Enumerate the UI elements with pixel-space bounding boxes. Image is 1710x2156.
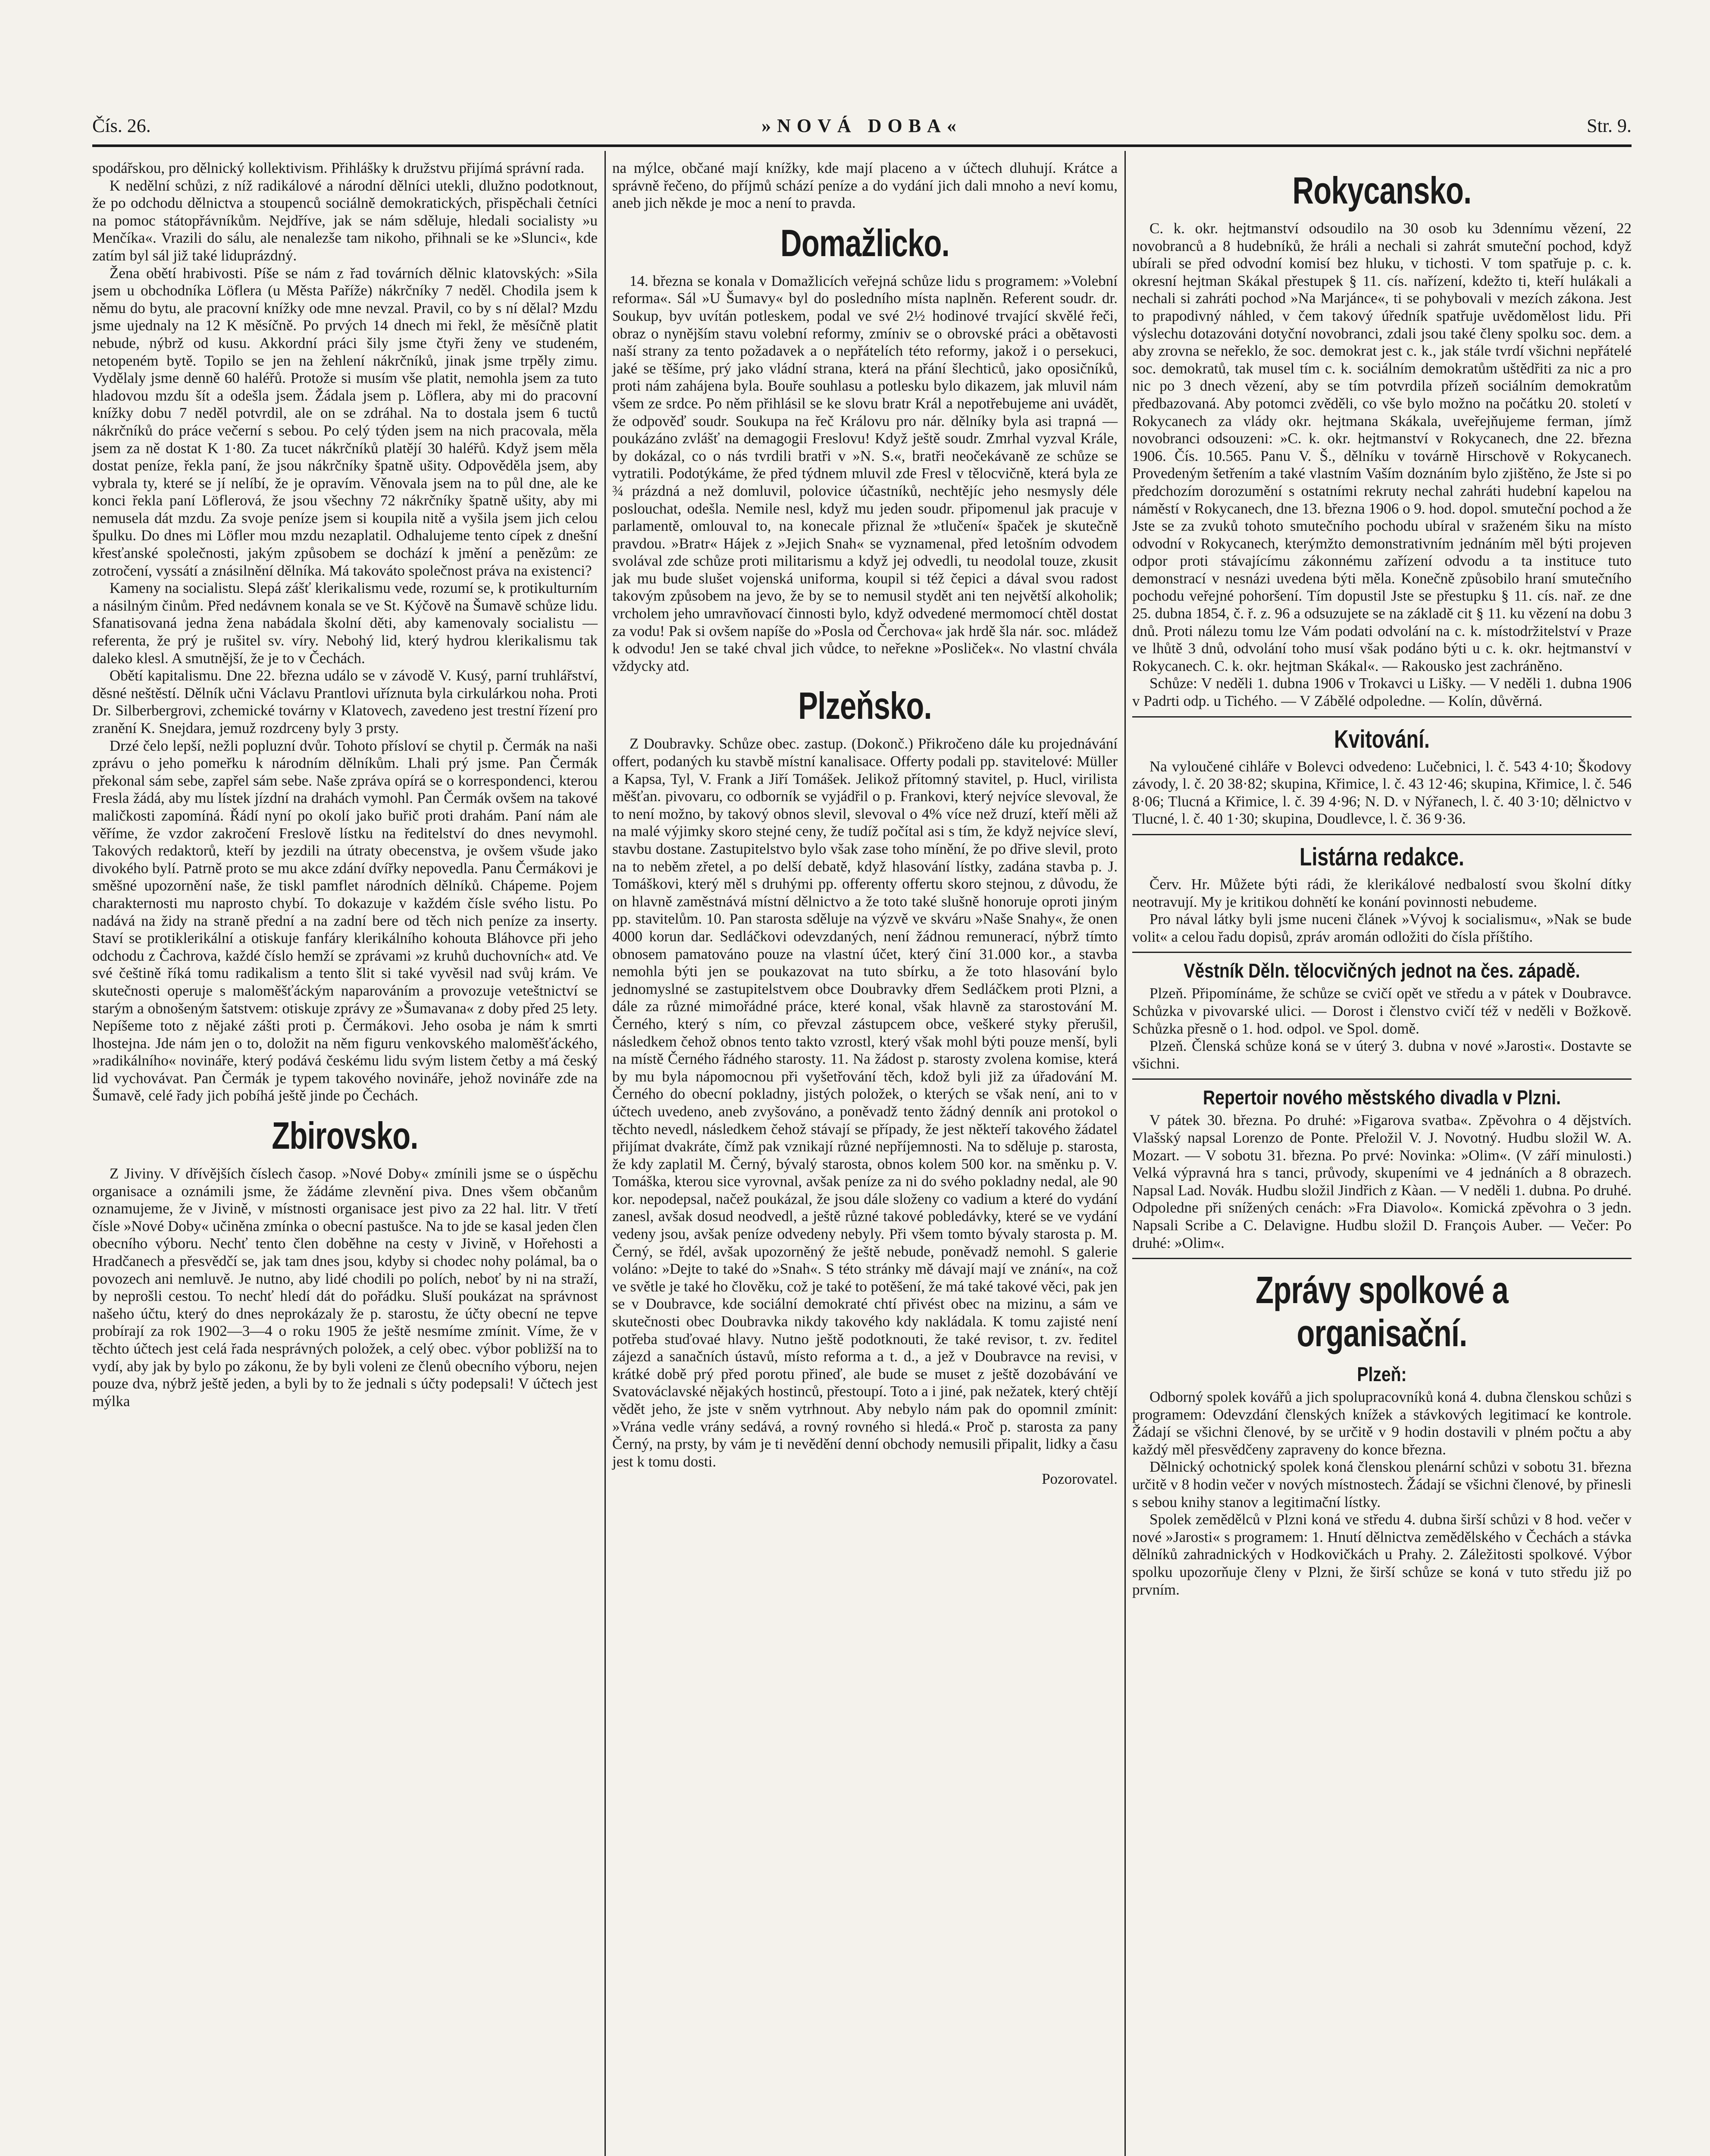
article-paragraph: Z Doubravky. Schůze obec. zastup. (Dokonč.) Přikročeno dále ku projednávání offert, podaných ku stavbě místní kanalisace. Offerty podali pp. stavitelové: Müller a Kapsa, Tyl, V. Frank a Jiří Tomášek. Jelikož přítomný stavitel, p. Hucl, virilista měšťan. pivovaru, co odborník se vyjádřil o p. Frankovi, který nejvíce slevoval, že to není možno, by takový obnos slevil, slevoval o 4% více než druzí, kteří měli až na malé výjimky skoro stejné ceny, že tudíž počítal asi s tím, že když nejvíce sleví, stavbu dostane. Zastupitelstvo bylo však zase toho mínění, že po dřive slevil, proto na to neběm zřetel, a po delší debatě, když hlasování lístky, zadána stavba p. J. Tomáškovi, který měl s druhými pp. offerenty offertu skoro stejnou, z důvodu, že on hlavně zaměstnává místní dělnictvo a že toto také slušně honoruje oproti jiným pp. stavitelům. 10. Pan starosta sděluje na výzvě ve skváru »Naše Snahy«, že onen 4000 korun dar. Sedláčkovi odevzdaných, není žádnou remunerací, nýbrž tímto obnosem pamatováno pouze na vlastní účet, který činí 31.000 kor., a stavba nemohla býti jen se poukazovat na tuto sbírku, a že toto hlasování bylo jednomyslné se zastupitelstvem obce Doubravky dřem Sedláčkem proti Plzni, a dále za různé mimořádné práce, které konal, však hlavně za starostování M. Černého, který s ním, co převzal zástupcem obce, veškeré styky přerušil, následkem čehož obnos tento takto vzrostl, který však mohl býti pouze menší, byli na místě Černého řádného starosty. 11. Na žádost p. starosty zvolena komise, která by mu byla nápomocnou při vyšetřování těch, kdož byli již za úřadování M. Černého do obecní pokladny, jistých položek, o kterých se však není, ani to v účtech uvedeno, aneb zvyšováno, a poněvadž tento žádný denník ani protokol o těchto nevedl, následkem čehož stávají se případy, že jest někteří takového žádatel přijímat dvakráte, čímž pak vznikají různé nepříjemnosti. Na to sděluje p. starosta, že kdy zaplatil M. Černý, bývalý starosta, obnos kolem 500 kor. na směnku p. V. Tomáška, kterou sice vyrovnal, avšak peníze za ni do svého pokladny nedal, ale 90 kor. nepodepsal, načež poukázal, že jsou dále složeny co vadium a které do vydání zanesl, avšak dosud neodvedl, a ještě různé takové pobledávky, které se ve vydání vedeny jsou, avšak peníze odvedeny nebyly. Při všem tomto bývaly starosta p. M. Černý, se řdél, avšak upozorněný že ještě nebude, poněvadž nemohl. S galerie voláno: »Dejte to také do »Snah«. S této stránky mě dávají mají ve znání«, na což ve světle je také ho člověku, což je také to potěšení, že má také takové věci, pak jen se v Doubravce, kde sociální demokraté chtí přivést obec na mizinu, a sám ve skutečnosti obec Doubravka nikdy takového kdy nakládala. K tomu zajisté není potřeba stuďovaé hlavy. Nutno ještě podotknouti, že také revisor, t. zv. ředitel zájezd a sanačních ústavů, místo reforma a t. d., a jež v Doubravce na revisi, v krátké době prý před porotu přineď, ale bude se muset z ještě dozobávání ve Svatováclavské nějakých hostinců, přestoupí. Toto a i jiné, pak nežatek, který chtějí vědět jeho, že jste v sněm vytrhnout. Aby nebylo nám pak do opomnil zmínit: »Vrána vedle vrány sedává, a rovný rovného si hledá.« Proč p. starosta za pany Černý, na prsty, by vám je ti nevědění denní obchody nemusili připalit, lidky a času jest k tomu dosti. <box>612 735 1118 1470</box>
column-2 <box>612 160 1118 1488</box>
article-paragraph: Dělnický ochotnický spolek koná členskou plenární schůzi v sobotu 31. března určitě v 8 hodin večer v nových místnostech. Žádají se všichni členové, by přinesli s sebou knihy stanov a legitimační lístky. <box>1132 1458 1632 1510</box>
section-heading: Zbirovsko. <box>272 1114 418 1157</box>
section-heading: Zprávy spolkové a organisační. <box>1256 1269 1508 1355</box>
section-heading: Listárna redakce. <box>1300 843 1464 871</box>
column-rule-2 <box>1124 151 1126 2156</box>
page-number: Str. 9. <box>1587 115 1632 136</box>
article-paragraph: Červ. Hr. Můžete býti rádi, že klerikálové nedbalostí svou školní dítky neotravují. My je kritikou dohnětí ke konání povinnosti nebudeme. <box>1132 876 1632 910</box>
article-paragraph: Plzeň. Připomínáme, že schůze se cvičí opět ve středu a v pátek v Doubravce. Schůzka v pivovarské ulici. — Dorost i členstvo cvičí též v neděli v Božkově. Schůzka přesně o 1. hod. odpol. ve Spol. domě. <box>1132 985 1632 1037</box>
article-signature: Pozorovatel. <box>1042 1470 1118 1488</box>
article-paragraph: Kameny na socialistu. Slepá zášť klerikalismu vede, rozumí se, k protikulturním a násilným činům. Před nedávnem konala se ve St. Kýčově na Šumavě schůze lidu. Sfanatisovaná jedna žena nabádala školní děti, aby kamenovaly socialistu — referenta, že prý je rušitel sv. víry. Nebohý lid, který hydrou klerikalismu tak daleko klesl. A smutnější, že je to v Čechách. <box>92 580 598 667</box>
section-divider <box>1132 1078 1632 1080</box>
article-paragraph: V pátek 30. března. Po druhé: »Figarova svatba«. Zpěvohra o 4 dějstvích. Vlašský napsal Lorenzo de Ponte. Přeložil V. J. Novotný. Hudbu složil W. A. Mozart. — V sobotu 31. března. Po prvé: Novinka: »Olim«. (V září minulosti.) Velká výpravná hra s tanci, průvody, skupeními ve 4 jednáních a 8 obrazech. Napsal Lad. Novák. Hudbu složil Jindřich z Kàan. — V neděli 1. dubna. Po druhé. Odpoledne při snížených cenách: »Fra Diavolo«. Komická zpěvohra o 3 jedn. Napsali Scribe a C. Delavigne. Hudbu složil D. François Auber. — Večer: Po druhé: »Olim«. <box>1132 1112 1632 1251</box>
article-paragraph: Z Jiviny. V dřívějších číslech časop. »Nové Doby« zmínili jsme se o úspěchu organisace a oznámili jsme, že žádáme zlevnění piva. Dnes všem občanům oznamujeme, že v Jivině, v místnosti organisace jest pivo za 22 hal. litr. V třetí čísle »Nové Doby« učiněna zmínka o obecní pastušce. Na to jde se kasal jeden člen obecního výboru. Nechť tento člen doběhne na cesty v Jivině, v Hořehosti a Hradčanech a přesvědčí se, jak tam dnes jsou, kdyby si chodec nohy polámal, ba o povozech ani nemluvě. Je nutno, aby lidé chodili po polích, neboť by ni na straží, by neprošli cestou. To nechť hledí dát do pořádku. Sluší poukázat na správnost našeho účtu, který do dnes neprokázaly že p. starostu, že účty obecní ne tepve probírají za rok 1902—3—4 o roku 1905 že ještě nesmíme zmínit. Víme, že v těchto účtech jest celá řada nesprávných položek, a celý obec. výbor pobližší na to vydí, aby jak by bylo po zákonu, že by byli voleni ze členů obecního výboru, nejen pouze dva, nýbrž ještě jeden, a byli by to že jednali s účty podepsali! V účtech jest mýlka <box>92 1165 598 1410</box>
column-3 <box>1132 160 1632 1598</box>
section-heading: Domažlicko. <box>780 221 949 264</box>
article-paragraph: Pro nával látky byli jsme nuceni článek »Vývoj k socialismu«, »Nak se bude volit« a celou řadu dopisů, zpráv aromán odložiti do čísla příštího. <box>1132 911 1632 945</box>
article-paragraph: C. k. okr. hejtmanství odsoudilo na 30 osob ku 3dennímu vězení, 22 novobranců a 8 hudebníků, že hráli a nechali si zahrát smuteční pochod, když ubírali se před odvodní komisí bez hluku, v tichosti. V tom spatřuje p. c. k. okresní hejtman Skákal přestupek § 11. cís. nařízení, kdežto ti, kteří hulákali a nechali si zahráti pochod »Na Marjánce«, ti se pohybovali v mezích zákona. Jest to prapodivný náhled, v čem takový úředník spatřuje uvědomělost lidu. Při výslechu dotazováni dotyční novobranci, zdali jsou také členy spolku soc. dem. a aby zrovna se neřeklo, že soc. demokrat jest c. k., jak stále tvrdí všichni nepřátelé soc. demokratů, tak musel tím c. k. sociálním demokratům uštědřiti za nic a pro nic po 3 dnech vězení, aby se tím potvrdila přízeň sociálním demokratům předbazovaná. Aby potomci zvěděli, co vše bylo možno na počátku 20. století v Rokycanech za vlády okr. hejtmana Skákala, uveřejňujeme ferman, jímž novobranci odsouzeni: »C. k. okr. hejtmanství v Rokycanech, dne 22. března 1906. Čís. 10.565. Panu V. Š., dělníku v továrně Hirschově v Rokycanech. Provedeným šetřením a také vlastním Vaším doznáním bylo zjištěno, že Jste si po předchozím dorozumění s ostatními rekruty nechal zahráti hudební kapelou na náměstí v Rokycanech, dne 13. března 1906 o 9. hod. dopol. smuteční pochod a že Jste se za zvuků tohoto smutečního pochodu ubíral v sraženém šiku na místo odvodní v Rokycanech, kterýmžto demonstrativním jednáním měl býti projeven odpor proti stávajícímu zákonnému zařízení odvodu a ta instituce tuto demonstrací v nesnázi uvedena býti měla. Konečně způsobilo hraní smutečního pochodu veřejné pohoršení. Tím dopustil Jste se přestupku § 11. cís. nař. ze dne 25. dubna 1854, č. ř. z. 96 a odsuzujete se na základě cit § 11. ku vězení na dobu 3 dnů. Proti nálezu tomu lze Vám podati odvolání na c. k. místodržitelství v Praze ve lhůtě 3 dnů, odvolání toho musí však podáno býti u c. k. okr. hejtmanství v Rokycanech. C. k. okr. hejtman Skákal«. — Rakousko jest zachráněno. <box>1132 220 1632 674</box>
article-paragraph: Žena obětí hrabivosti. Píše se nám z řad továrních dělnic klatovských: »Sila jsem u obchodníka Löflera (u Města Paříže) nákrčníky 7 neděl. Chodila jsem k němu do bytu, ale pracovní knížky ode mne nevzal. Pravil, co by s ní dělal? Mzdu jsme ujednaly na 12 K měsíčně. Po prvých 14 dnech mi řekl, že měsíčně platit nebude, nýbrž od kusu. Akkordní práci šily jsme čtyři ženy ve studeném, netopeném bytě. Topilo se jen na žehlení nákrčníků, jinak jsme trpěly zimu. Vydělaly jsme denně 60 haléřů. Protože si musím vše platit, nemohla jsem za tuto hladovou mzdu šít a odešla jsem. Žádala jsem p. Löflera, aby mi do pracovní knížky dobu 7 neděl potvrdil, ale on se zdráhal. Na to dostala jsem 6 tuctů nákrčníků do práce večerní s sebou. Po celý týden jsem na nich pracovala, měla jsem za ně dostat K 1·80. Za tucet nákrčníků platějí 30 haléřů. Když jsem měla dostat peníze, řekla paní, že jsou nákrčníky špatně ušity. Odpověděla jsem, aby vybrala ty, které se jí nelíbí, že je opravím. Věnovala jsem na to půl dne, ale ke konci řekla paní Löflerová, že jsou všechny 72 nákrčníky špatně ušity, aby mi nemusela dát mzdu. Za svoje peníze jsem si koupila nitě a vyšila jsem jich celou špulku. Do dnes mi Löfler mou mzdu nezaplatil. Odhalujeme tento cípek z dnešní křesťanské společnosti, jakým způsobem se dochází k jmění a penězům: ze zotročení, vyssátí a znásilnění dělníka. Má takováto společnost práva na existenci? <box>92 264 598 579</box>
running-header <box>92 109 1632 143</box>
article-paragraph: Odborný spolek kovářů a jich spolupracovníků koná 4. dubna členskou schůzi s programem: Odevzdání členských knížek a stávkových legitimací ke kontrole. Žádají se všichni členové, by se určitě v 9 hodin dostavili v plném počtu a aby každý měl přesvědčeny zapraveny do konce března. <box>1132 1388 1632 1458</box>
section-heading: Plzeňsko. <box>798 684 932 727</box>
article-paragraph: 14. března se konala v Domažlicích veřejná schůze lidu s programem: »Volební reforma«. Sál »U Šumavy« byl do posledního místa naplněn. Referent soudr. dr. Soukup, byv uvítán potleskem, podal ve své 2½ hodinové trvající skvělé řeči, obraz o nynějším stavu volební reformy, zmíniv se o obrovské práci a obětavosti naší strany za tento požadavek a o nepřátelích této reformy, jakož i o persekuci, jaké se těšíme, prý jako vládní strana, která na přání šlechticů, jako oposičníků, proti nám zahájena byla. Bouře souhlasu a potlesku bylo dikazem, jak mluvil nám všem ze srdce. Po něm přihlásil se ke slovu bratr Král a nepotřebujeme ani uvádět, že odpověď soudr. Soukupa na řeč Královu pro nár. dělníky byla asi trapná — poukázáno zvlášť na demagogii Freslovu! Když ještě soudr. Zmrhal vyzval Krále, by dokázal, co o nás tvrdili bratři v »N. S.«, bratři neočekávaně ze schůze se vytratili. Podotýkáme, že před týdnem mluvil zde Fresl v tělocvičně, která byla ze ¾ prázdná a než domluvil, polovice účastníků, nechtějíc jeho nesmysly déle poslouchat, odešla. Nemile nesl, když mu jeden soudr. připomenul jak pracuje v parlamentě, omlouval to, na konecale přiznal že »tlučení« špaček je skutečně pravdou. »Bratr« Hájek z »Jejich Snah« se vyznamenal, před letošním odvodem svolával zde schůze proti militarismu a když jej odvedli, tu neodolal touze, zkusit jak mu bude slušet vojenská uniforma, koupil si též čepici a dával svou radost takovým způsobem na jevo, že by se to nemusil stydět ani ten největší alkoholik; vrcholem jeho umravňovací činnosti bylo, když odvedené mermomocí chtěl dostat za vodu! Pak si ovšem napíše do »Posla od Čerchova« jak hrdě šla nár. soc. mládež k odvodu! Jen se také chval jich vůdce, to neřekne »Posliček«. No vlastní chvála vždycky atd. <box>612 272 1118 674</box>
section-divider <box>1132 834 1632 835</box>
article-paragraph: na mýlce, občané mají knížky, kde mají placeno a v účtech dluhují. Krátce a správně řečeno, do příjmů schází peníze a do vydání jich dali mnoho a neví komu, aneb jich někde je moc a není to pravda. <box>612 160 1118 212</box>
column-1 <box>92 160 598 1410</box>
article-paragraph: K nedělní schůzi, z níž radikálové a národní dělníci utekli, dlužno podotknout, že po odchodu dělnictva a stoupenců sociálně demokratických, přispěchali četníci na pomoc státopřávníkům. Nejdříve, jak se nám sděluje, hledali socialisty »u Menčíka«. Vrazili do sálu, ale nenalezše tam nikoho, přihnali se ke »Slunci«, kde zatím byl sál již také liduprázdný. <box>92 177 598 264</box>
section-heading: Rokycansko. <box>1292 169 1472 212</box>
masthead-title: »NOVÁ DOBA« <box>761 115 962 136</box>
section-divider <box>1132 952 1632 953</box>
article-paragraph: Schůze: V neděli 1. dubna 1906 v Trokavci u Lišky. — V neděli 1. dubna 1906 v Padrti odp. u Tichého. — V Zábělé odpoledne. — Kolín, důvěrná. <box>1132 675 1632 710</box>
section-heading: Repertoir nového městského divadla v Plzni. <box>1203 1086 1561 1109</box>
section-divider <box>1132 716 1632 718</box>
header-rule <box>92 144 1632 147</box>
column-rule-1 <box>604 151 606 2156</box>
section-heading: Plzeň: <box>1357 1363 1407 1386</box>
article-paragraph: Plzeň. Členská schůze koná se v úterý 3. dubna v nové »Jarosti«. Dostavte se všichni. <box>1132 1037 1632 1072</box>
article-paragraph: spodářskou, pro dělnický kollektivism. Přihlášky k družstvu přijímá správní rada. <box>92 160 585 176</box>
article-paragraph: Drzé čelo lepší, nežli popluzní dvůr. Tohoto přísloví se chytil p. Čermák na naši zprávu o jeho pomeřku k národním dělníkům. Lhali prý jsme. Pan Čermák překonal sám sebe, zapřel sám sebe. Naše zpráva opírá se o korrespondenci, kterou Fresla žádá, aby mu lístek jízdní na drahách vymohl. Pan Čermák ovšem na takové maličkosti zapomíná. Řádí nyní po okolí jako buřič proti drahám. Paní nám ale věříme, že vzdor zakročení Freslově lístku na ředitelství do dnes nevymohl. Takových redaktorů, kteří by jezdili na útraty obecenstva, je ovšem všude jako divokého bylí. Patrně proto se mu akce zdání dvířky nepovedla. Panu Čermákovi je směšné upozornění naše, že tiskl pamflet národních dělníků. Chápeme. Pojem charakternosti mu naprosto chybí. To dokazuje v každém čísle svého listu. Po nadává na židy na straně přední a na zadní bere od těch nich peníze za inserty. Staví se protiklerikální a otiskuje fanfáry klerikálního kohouta Bláhovce při jeho odchodu z Čachrova, každé číslo hemží se zprávami »z kruhů duchovních« atd. Ve své češtině říká tomu radikalism a tento šlit si také vyvěsil nad svůj krám. Ve skutečnosti operuje s maloměšťáckým naparováním a provozuje veteštnictví se starým a obnošeným šatstvem: otiskuje zprávy ze »Šumavana« z doby před 25 lety. Nepíšeme toto z nějaké zášti proti p. Čermákovi. Jeho osoba je nám k smrti lhostejna. Jde nám jen o to, doložit na něm figuru venkovského maloměšťáckého, »radikálního« novináře, který podává českému lidu svým listem četby a má český lid vychovávat. Pan Čermák je typem takového novináře, jehož novináře zde na Šumavě, celé řady jich pobíhá ještě jinde po Čechách. <box>92 737 598 1104</box>
article-paragraph: Obětí kapitalismu. Dne 22. března událo se v závodě V. Kusý, parní truhlářství, děsné neštěstí. Dělník učni Václavu Prantlovi uříznuta byla cirkulárkou noha. Proti Dr. Silberbergrovi, zchemické továrny v Klatovech, zavedeno jest trestní řízení pro zranění K. Snejdara, jemuž rozdrceny byly 3 prsty. <box>92 667 598 736</box>
article-paragraph: Spolek zemědělců v Plzni koná ve středu 4. dubna širší schůzi v 8 hod. večer v nové »Jarosti« s programem: 1. Hnutí dělnictva zemědělského v Čechách a stávka dělníků zahradnických v Hodkovičkách u Prahy. 2. Záležitosti spolkové. Výbor spolku upozorňuje členy v Plzni, že širší schůze se koná v tuto středu již po prvním. <box>1132 1511 1632 1598</box>
section-divider <box>1132 1258 1632 1259</box>
issue-number: Čís. 26. <box>92 115 151 136</box>
article-paragraph: Na vyloučené cihláře v Bolevci odvedeno: Lučebnici, l. č. 543 4·10; Škodovy závody, l. č. 20 38·82; skupina, Křimice, l. č. 43 12·46; skupina, Křimice, l. č. 546 8·06; Tlucná a Křimice, l. č. 39 4·96; N. D. v Nýřanech, l. č. 40 3·10; dělnictvo v Tlucné, l. č. 40 1·30; skupina, Doudlevce, l. č. 36 9·36. <box>1132 758 1632 827</box>
section-heading: Věstník Děln. tělocvičných jednot na čes. západě. <box>1184 959 1580 982</box>
section-heading: Kvitování. <box>1334 725 1430 753</box>
